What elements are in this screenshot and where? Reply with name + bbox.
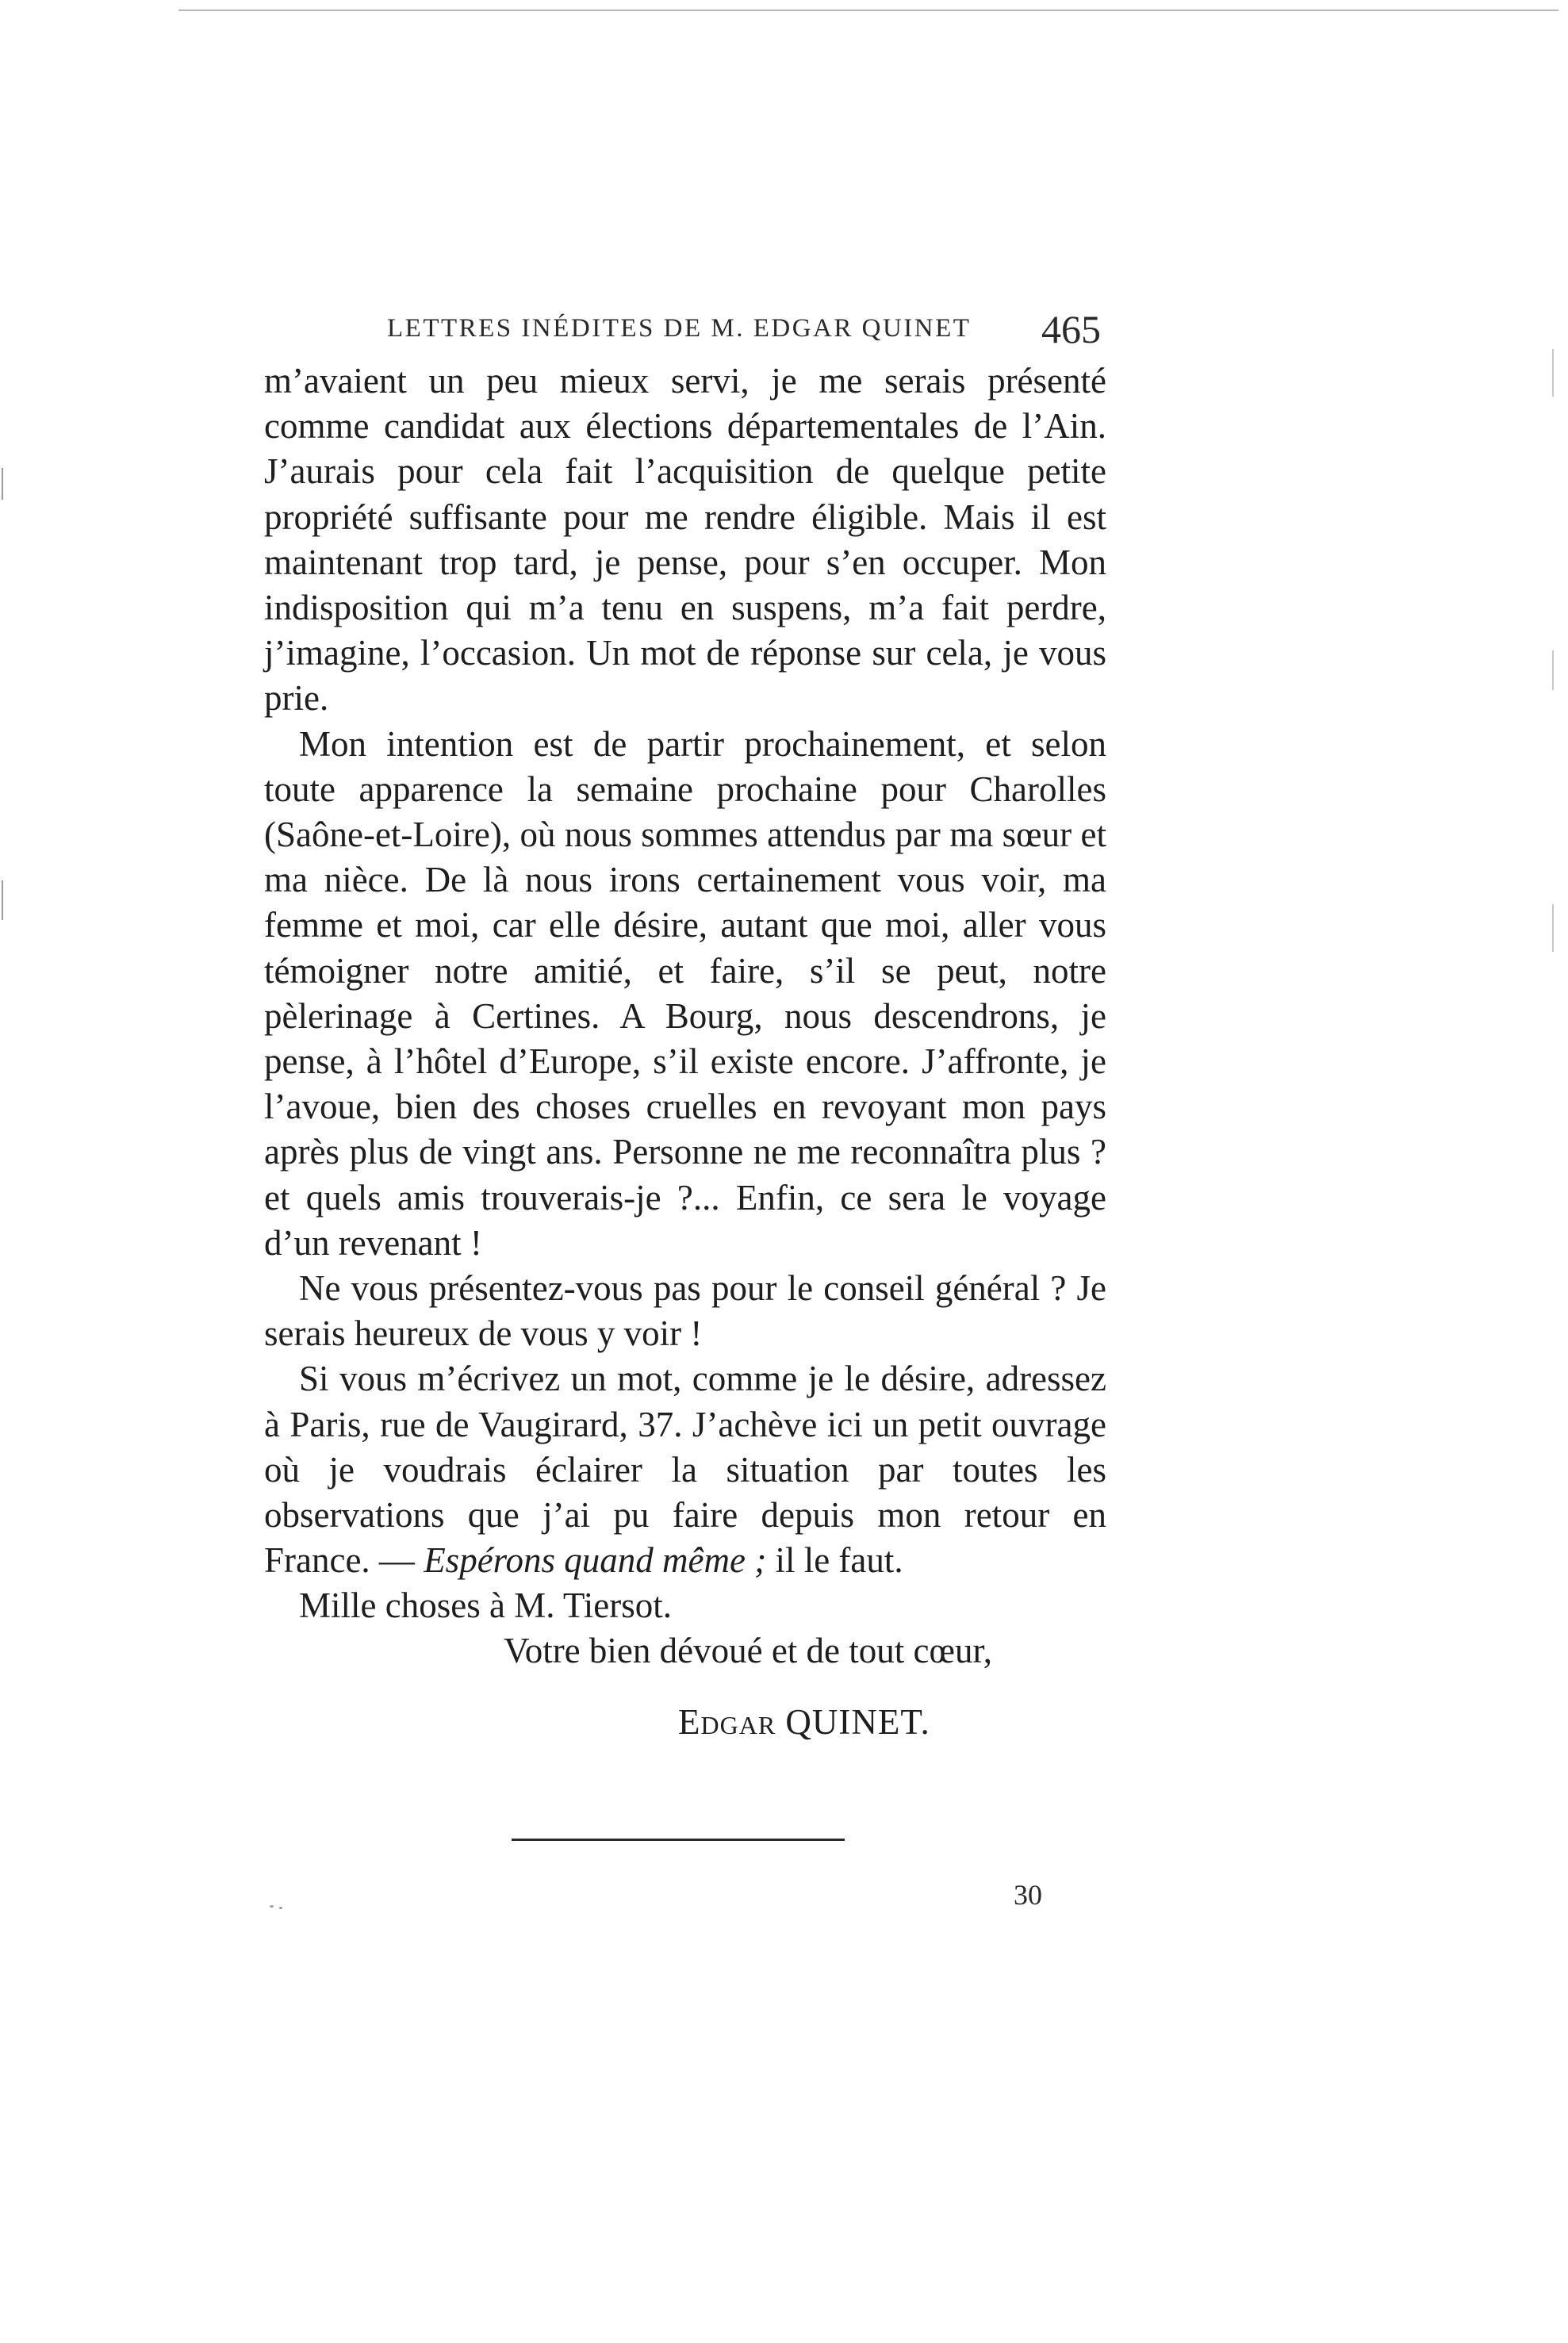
paragraph-1: m’avaient un peu mieux servi, je me serais présenté comme candidat aux élections départementales de l’Ain. J’aurais pour cela fait l’acquisition de quelque petite propriété suffisante pour me rendre éligible. Mais il est maintenant trop tard, je pense, pour s’en occuper. Mon indisposition qui m’a tenu en suspens, m’a fait perdre, j’imagine, l’occasion. Un mot de réponse sur cela, je vous prie.: [264, 361, 1106, 719]
ink-speck: [270, 1905, 274, 1908]
paragraph-4-tail: il le faut.: [775, 1540, 903, 1581]
signature-mark: 30: [1014, 1879, 1042, 1911]
italic-phrase: Espérons quand même ;: [424, 1540, 767, 1581]
signature: Edgar QUINET.: [678, 1702, 930, 1742]
right-margin-mark: [1552, 650, 1554, 690]
top-border-rule: [178, 10, 1558, 11]
right-margin-mark: [1552, 349, 1554, 397]
paragraph-3: Ne vous présentez-vous pas pour le conseil général ? Je serais heureux de vous y voir !: [264, 1268, 1106, 1354]
paragraph-2: Mon intention est de partir prochainement, et selon toute apparence la semaine prochaine pour Charolles (Saône-et-Loire), où nous sommes attendus par ma sœur et ma nièce. De là nous irons certainement vous voir, ma femme et moi, car elle désire, autant que moi, aller vous témoigner notre amitié, et faire, s’il se peut, notre pèlerinage à Certines. A Bourg, nous descendrons, je pense, à l’hôtel d’Europe, s’il existe encore. J’affronte, je l’avoue, bien des choses cruelles en revoyant mon pays après plus de vingt ans. Personne ne me reconnaîtra plus ? et quels amis trouverais-je ?... Enfin, ce sera le voyage d’un revenant !: [264, 723, 1106, 1263]
end-rule: [512, 1839, 845, 1841]
paragraph-4-text: Si vous m’écrivez un mot, comme je le désire, adressez à Paris, rue de Vaugirard, 37. J’achève ici un petit ouvrage où je voudrais éclairer la situation par toutes les observations que j’ai pu faire depuis mon retour en France. —: [264, 1359, 1106, 1581]
letter-body: [264, 359, 1106, 1629]
paragraph-5: Mille choses à M. Tiersot.: [299, 1586, 673, 1626]
ink-speck: [279, 1907, 282, 1909]
page-number: 465: [1041, 307, 1101, 351]
paragraph-4: [264, 1356, 1106, 1583]
left-margin-mark: [2, 880, 3, 920]
left-margin-mark: [2, 468, 3, 500]
closing-line: Votre bien dévoué et de tout cœur,: [504, 1631, 992, 1670]
running-title: LETTRES INÉDITES DE M. EDGAR QUINET: [387, 314, 972, 343]
page-header: [387, 309, 1101, 357]
right-margin-mark: [1552, 904, 1554, 952]
